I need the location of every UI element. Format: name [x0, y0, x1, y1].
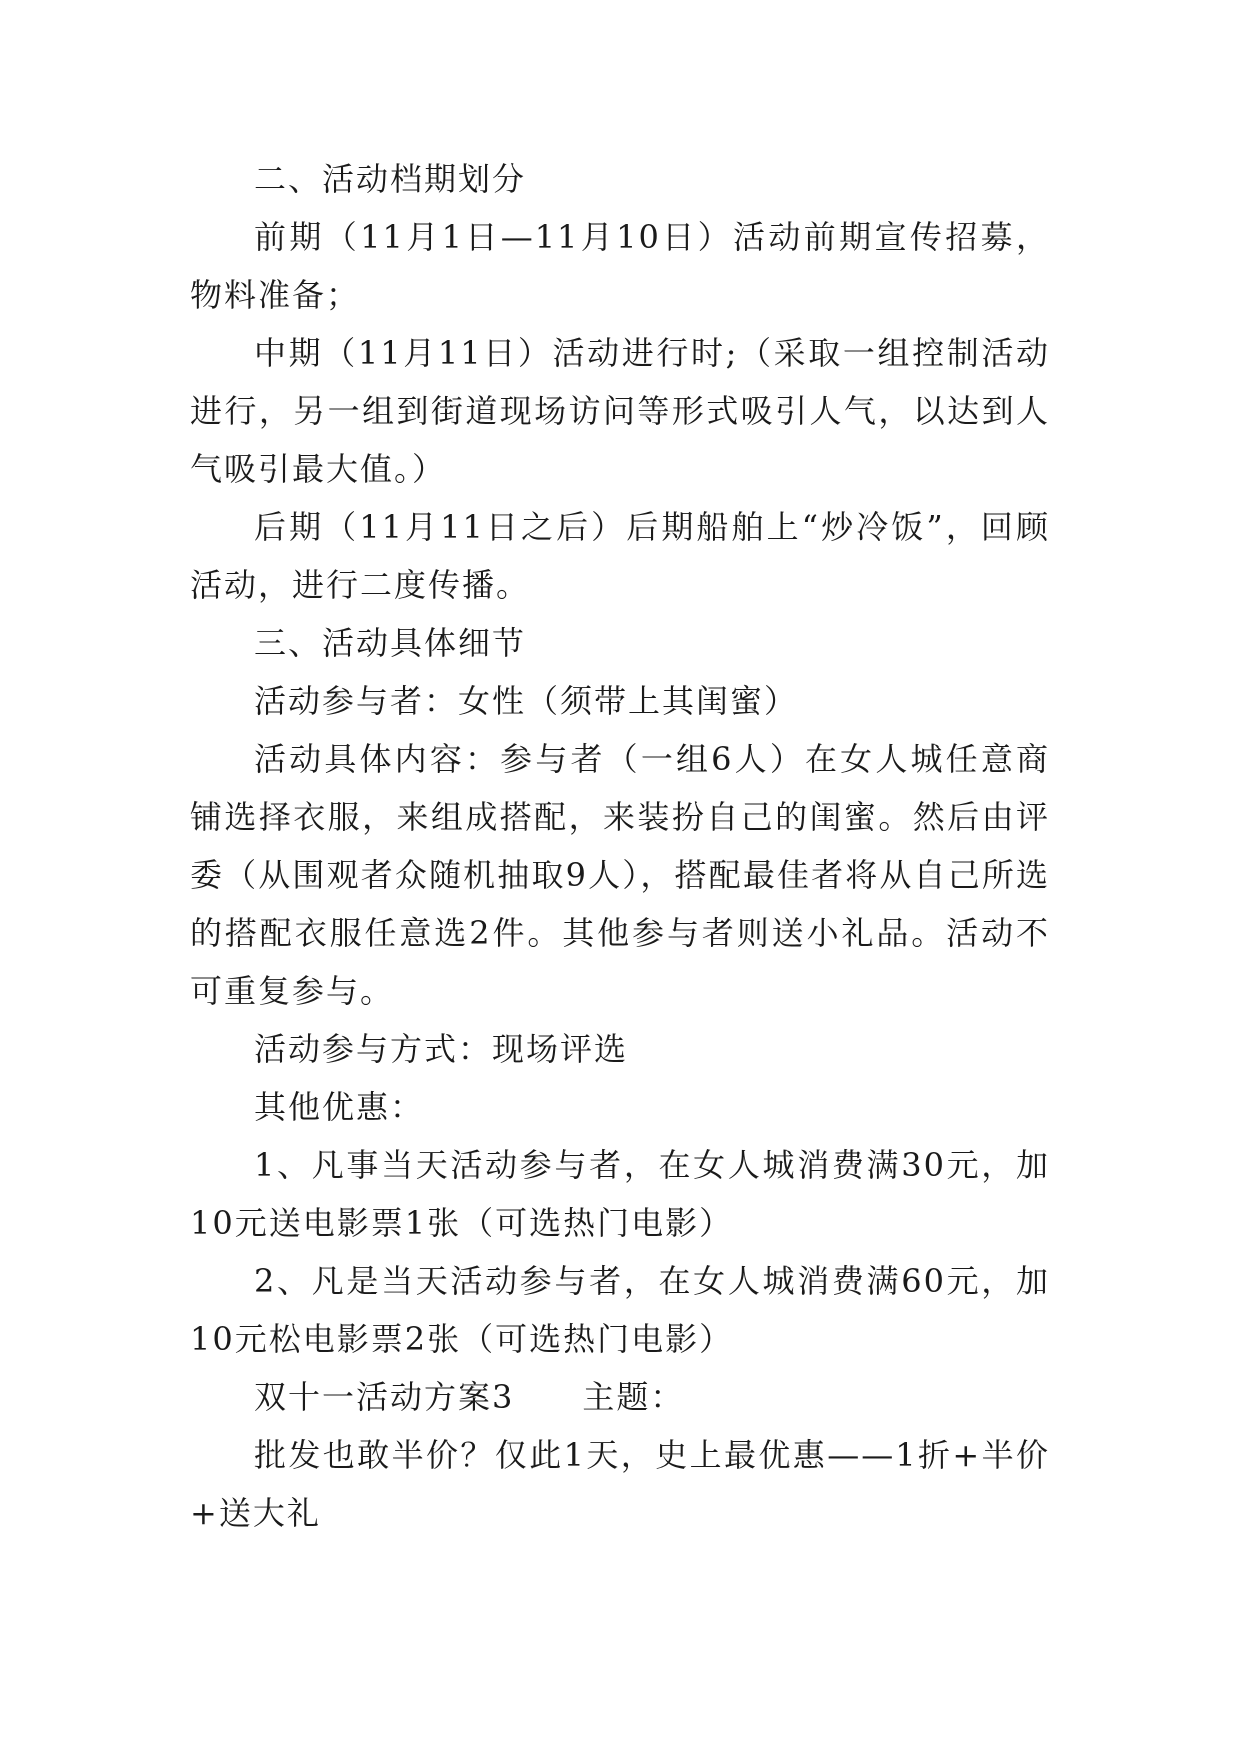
paragraph-late-phase: 后期（11月11日之后）后期船舶上“炒冷饭”，回顾活动，进行二度传播。 — [190, 508, 1050, 604]
plan-title: 双十一活动方案3 主题： — [254, 1378, 685, 1416]
paragraph-theme: 批发也敢半价？仅此1天，史上最优惠——1折+半价+送大礼 — [190, 1436, 1050, 1532]
list-item-offer-1: 1、凡事当天活动参与者，在女人城消费满30元，加10元送电影票1张（可选热门电影） — [190, 1146, 1050, 1242]
paragraph-method: 活动参与方式：现场评选 — [254, 1030, 629, 1068]
list-item-offer-2: 2、凡是当天活动参与者，在女人城消费满60元，加10元松电影票2张（可选热门电影） — [190, 1262, 1050, 1358]
paragraph-other-offers: 其他优惠： — [254, 1088, 425, 1126]
paragraph-participants: 活动参与者：女性（须带上其闺蜜） — [254, 682, 799, 720]
section-heading-schedule: 二、活动档期划分 — [254, 160, 527, 198]
paragraph-middle-phase: 中期（11月11日）活动进行时;（采取一组控制活动进行，另一组到街道现场访问等形式吸引人气，以达到人气吸引最大值。） — [190, 334, 1050, 488]
section-heading-details: 三、活动具体细节 — [254, 624, 527, 662]
paragraph-content: 活动具体内容：参与者（一组6人）在女人城任意商铺选择衣服，来组成搭配，来装扮自己的闺蜜。然后由评委（从围观者众随机抽取9人），搭配最佳者将从自己所选的搭配衣服任意选2件。其他参与者则送小礼品。活动不可重复参与。 — [190, 740, 1050, 1010]
document-body — [190, 150, 1050, 1542]
paragraph-early-phase: 前期（11月1日—11月10日）活动前期宣传招募，物料准备； — [190, 218, 1050, 314]
